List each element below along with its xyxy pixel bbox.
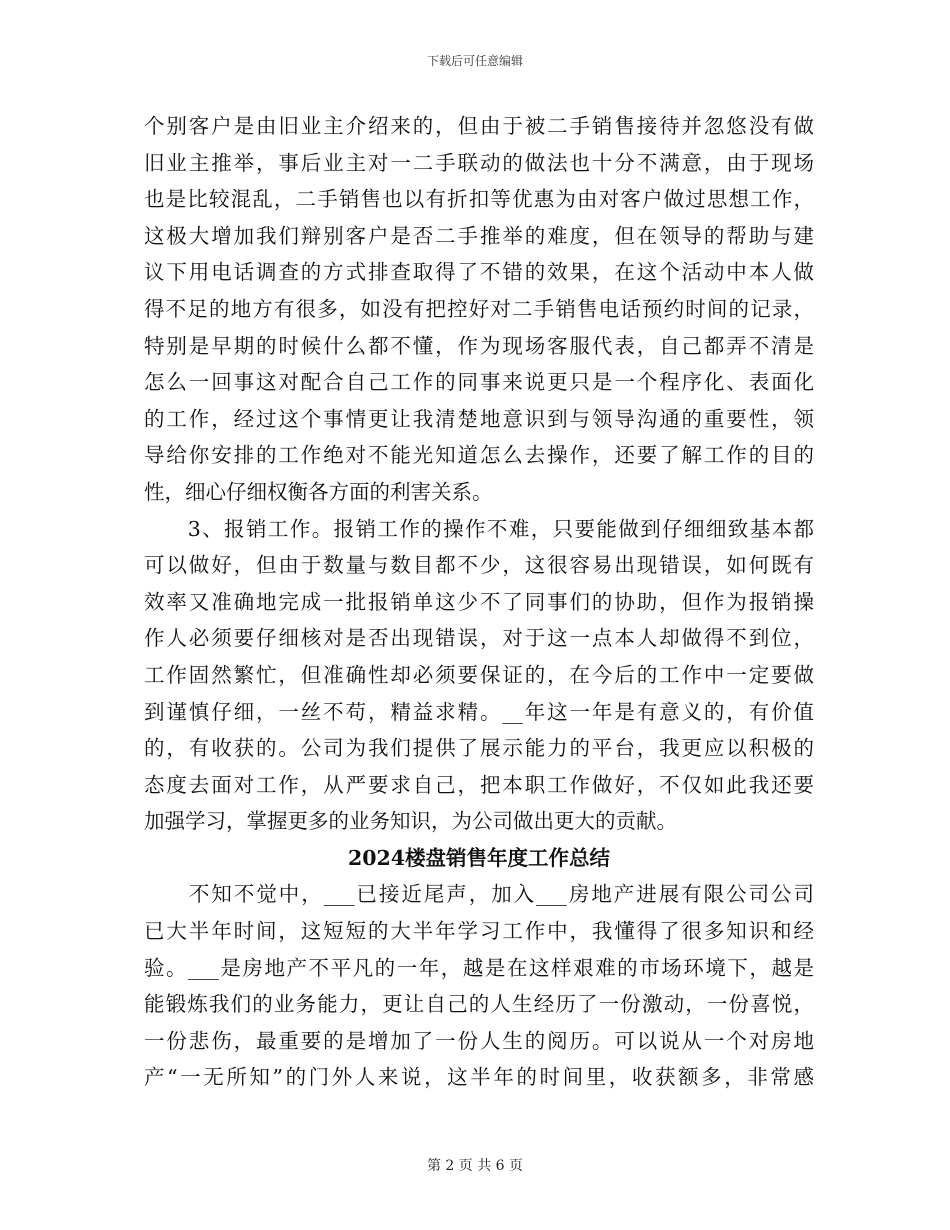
text-line: 已大半年时间，这短短的大半年学习工作中，我懂得了很多知识和经 <box>144 919 814 944</box>
text-line: 作人必须要仔细核对是否出现错误，对于这一点本人却做得不到位， <box>144 626 814 651</box>
text-line: 特别是早期的时候什么都不懂，作为现场客服代表，自己都弄不清是 <box>144 333 814 358</box>
text-line: 这极大增加我们辩别客户是否二手推举的难度，但在领导的帮助与建 <box>144 223 814 248</box>
document-body <box>144 108 814 1096</box>
text-line: 加强学习，掌握更多的业务知识，为公司做出更大的贡献。 <box>144 809 677 834</box>
text-line: 的工作，经过这个事情更让我清楚地意识到与领导沟通的重要性，领 <box>144 406 814 431</box>
text-line: 一份悲伤，最重要的是增加了一份人生的阅历。可以说从一个对房地 <box>144 1028 814 1053</box>
text-line: 态度去面对工作，从严要求自己，把本职工作做好，不仅如此我还要 <box>144 772 814 797</box>
text-line: 议下用电话调查的方式排查取得了不错的效果，在这个活动中本人做 <box>144 260 814 285</box>
text-line: 到谨慎仔细，一丝不苟，精益求精。__年这一年是有意义的，有价值 <box>144 699 814 724</box>
text-line: 能锻炼我们的业务能力，更让自己的人生经历了一份激动，一份喜悦， <box>144 992 814 1017</box>
text-line: 也是比较混乱，二手销售也以有折扣等优惠为由对客户做过思想工作， <box>144 187 814 212</box>
text-line: 不知不觉中，___已接近尾声，加入___房地产进展有限公司公司 <box>144 882 814 907</box>
text-line: 性，细心仔细权衡各方面的利害关系。 <box>144 479 493 504</box>
text-line: 3、报销工作。报销工作的操作不难，只要能做到仔细细致基本都 <box>144 516 814 541</box>
text-line: 得不足的地方有很多，如没有把控好对二手销售电话预约时间的记录， <box>144 296 814 321</box>
page-number: 第 2 页 共 6 页 <box>426 1158 524 1174</box>
text-line: 可以做好，但由于数量与数目都不少，这很容易出现错误，如何既有 <box>144 553 814 578</box>
text-line: 验。___是房地产不平凡的一年，越是在这样艰难的市场环境下，越是 <box>144 955 814 980</box>
text-line: 工作固然繁忙，但准确性却必须要保证的，在今后的工作中一定要做 <box>144 662 814 687</box>
text-line: 个别客户是由旧业主介绍来的，但由于被二手销售接待并忽悠没有做 <box>144 114 814 138</box>
text-line: 怎么一回事这对配合自己工作的同事来说更只是一个程序化、表面化 <box>144 370 814 395</box>
text-line: 效率又准确地完成一批报销单这少不了同事们的协助，但作为报销操 <box>144 589 814 614</box>
page-header: 下载后可任意编辑 <box>426 54 523 68</box>
section-title: 2024楼盘销售年度工作总结 <box>347 845 611 870</box>
text-line: 产“一无所知”的门外人来说，这半年的时间里，收获额多，非常感 <box>144 1065 814 1090</box>
text-line: 导给你安排的工作绝对不能光知道怎么去操作，还要了解工作的目的 <box>144 443 814 468</box>
text-line: 旧业主推举，事后业主对一二手联动的做法也十分不满意，由于现场 <box>144 150 814 175</box>
text-line: 的，有收获的。公司为我们提供了展示能力的平台，我更应以积极的 <box>144 736 814 761</box>
